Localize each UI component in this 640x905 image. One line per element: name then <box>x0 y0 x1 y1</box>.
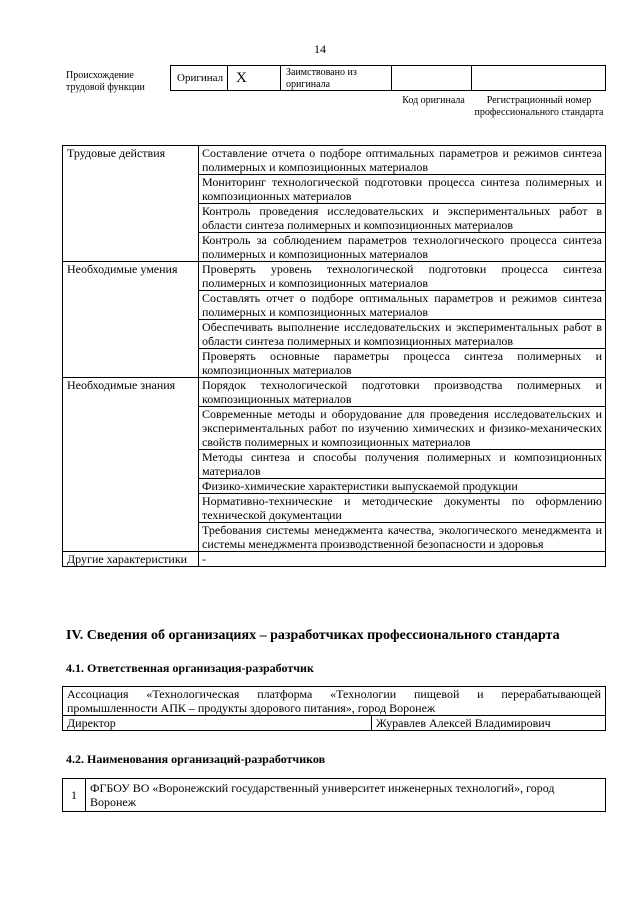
original-mark-cell <box>227 65 281 91</box>
item-cell: Составление отчета о подборе оптимальных параметров и режимов синтеза полимерных и композиционных материалов <box>199 146 606 175</box>
item-cell: Физико-химические характеристики выпускаемой продукции <box>199 479 606 494</box>
item-cell: Порядок технологической подготовки производства полимерных и композиционных материалов <box>199 378 606 407</box>
item-cell: Методы синтеза и способы получения полимерных и композиционных материалов <box>199 450 606 479</box>
item-cell: Проверять уровень технологической подготовки процесса синтеза полимерных и композиционных материалов <box>199 262 606 291</box>
page-number: 14 <box>314 42 326 56</box>
category-cell: Другие характеристики <box>63 552 199 567</box>
borrowed-label: Заимствовано из оригинала <box>286 67 357 90</box>
item-cell: Требования системы менеджмента качества, экологического менеджмента и системы менеджмента производственной безопасности и здоровья <box>199 523 606 552</box>
item-cell: - <box>199 552 606 567</box>
table-row <box>63 552 606 567</box>
labor-function-table <box>62 145 606 567</box>
origin-label: Происхождение трудовой функции <box>66 70 145 93</box>
original-label: Оригинал <box>177 72 224 84</box>
item-cell: Проверять основные параметры процесса синтеза полимерных и композиционных материалов <box>199 349 606 378</box>
table-row <box>63 779 606 812</box>
category-cell: Необходимые умения <box>63 262 199 378</box>
item-cell: Современные методы и оборудование для проведения исследовательских и экспериментальных работ по изучению химических и физико-механических свойств полимерных и композиционных материалов <box>199 407 606 450</box>
item-cell: Контроль проведения исследовательских и экспериментальных работ в области синтеза полимерных и композиционных материалов <box>199 204 606 233</box>
item-cell: Контроль за соблюдением параметров технологического процесса синтеза полимерных и композиционных материалов <box>199 233 606 262</box>
developer-number-cell: 1 <box>63 779 86 812</box>
responsible-org-table <box>62 686 606 731</box>
table-row <box>63 378 606 407</box>
table-row <box>63 262 606 291</box>
table-row <box>63 687 606 716</box>
original-mark: X <box>236 69 247 86</box>
reg-number-cell <box>471 65 606 91</box>
section-title: IV. Сведения об организациях – разработчиках профессионального стандарта <box>66 628 560 643</box>
org-name-cell: Ассоциация «Технологическая платформа «Технологии пищевой и перерабатывающей промышленности АПК – продукты здорового питания», город Воронеж <box>63 687 606 716</box>
reg-number-label: Регистрационный номер профессионального стандарта <box>474 95 604 118</box>
borrowed-cell <box>280 65 392 91</box>
developers-table <box>62 778 606 812</box>
item-cell: Нормативно-технические и методические документы по оформлению технической документации <box>199 494 606 523</box>
director-name-cell: Журавлев Алексей Владимирович <box>372 716 606 731</box>
item-cell: Составлять отчет о подборе оптимальных параметров и режимов синтеза полимерных и композиционных материалов <box>199 291 606 320</box>
table-row <box>63 146 606 175</box>
category-cell: Трудовые действия <box>63 146 199 262</box>
item-cell: Обеспечивать выполнение исследовательских и экспериментальных работ в области синтеза полимерных и композиционных материалов <box>199 320 606 349</box>
code-label: Код оригинала <box>402 95 465 106</box>
original-cell <box>170 65 228 91</box>
developer-name-cell: ФГБОУ ВО «Воронежский государственный университет инженерных технологий», город Воронеж <box>86 779 606 812</box>
director-label-cell: Директор <box>63 716 372 731</box>
item-cell: Мониторинг технологической подготовки процесса синтеза полимерных и композиционных материалов <box>199 175 606 204</box>
category-cell: Необходимые знания <box>63 378 199 552</box>
table-row <box>63 716 606 731</box>
subsection-title-responsible: 4.1. Ответственная организация-разработчик <box>66 661 314 675</box>
subsection-title-developers: 4.2. Наименования организаций-разработчиков <box>66 752 326 766</box>
code-cell <box>391 65 472 91</box>
